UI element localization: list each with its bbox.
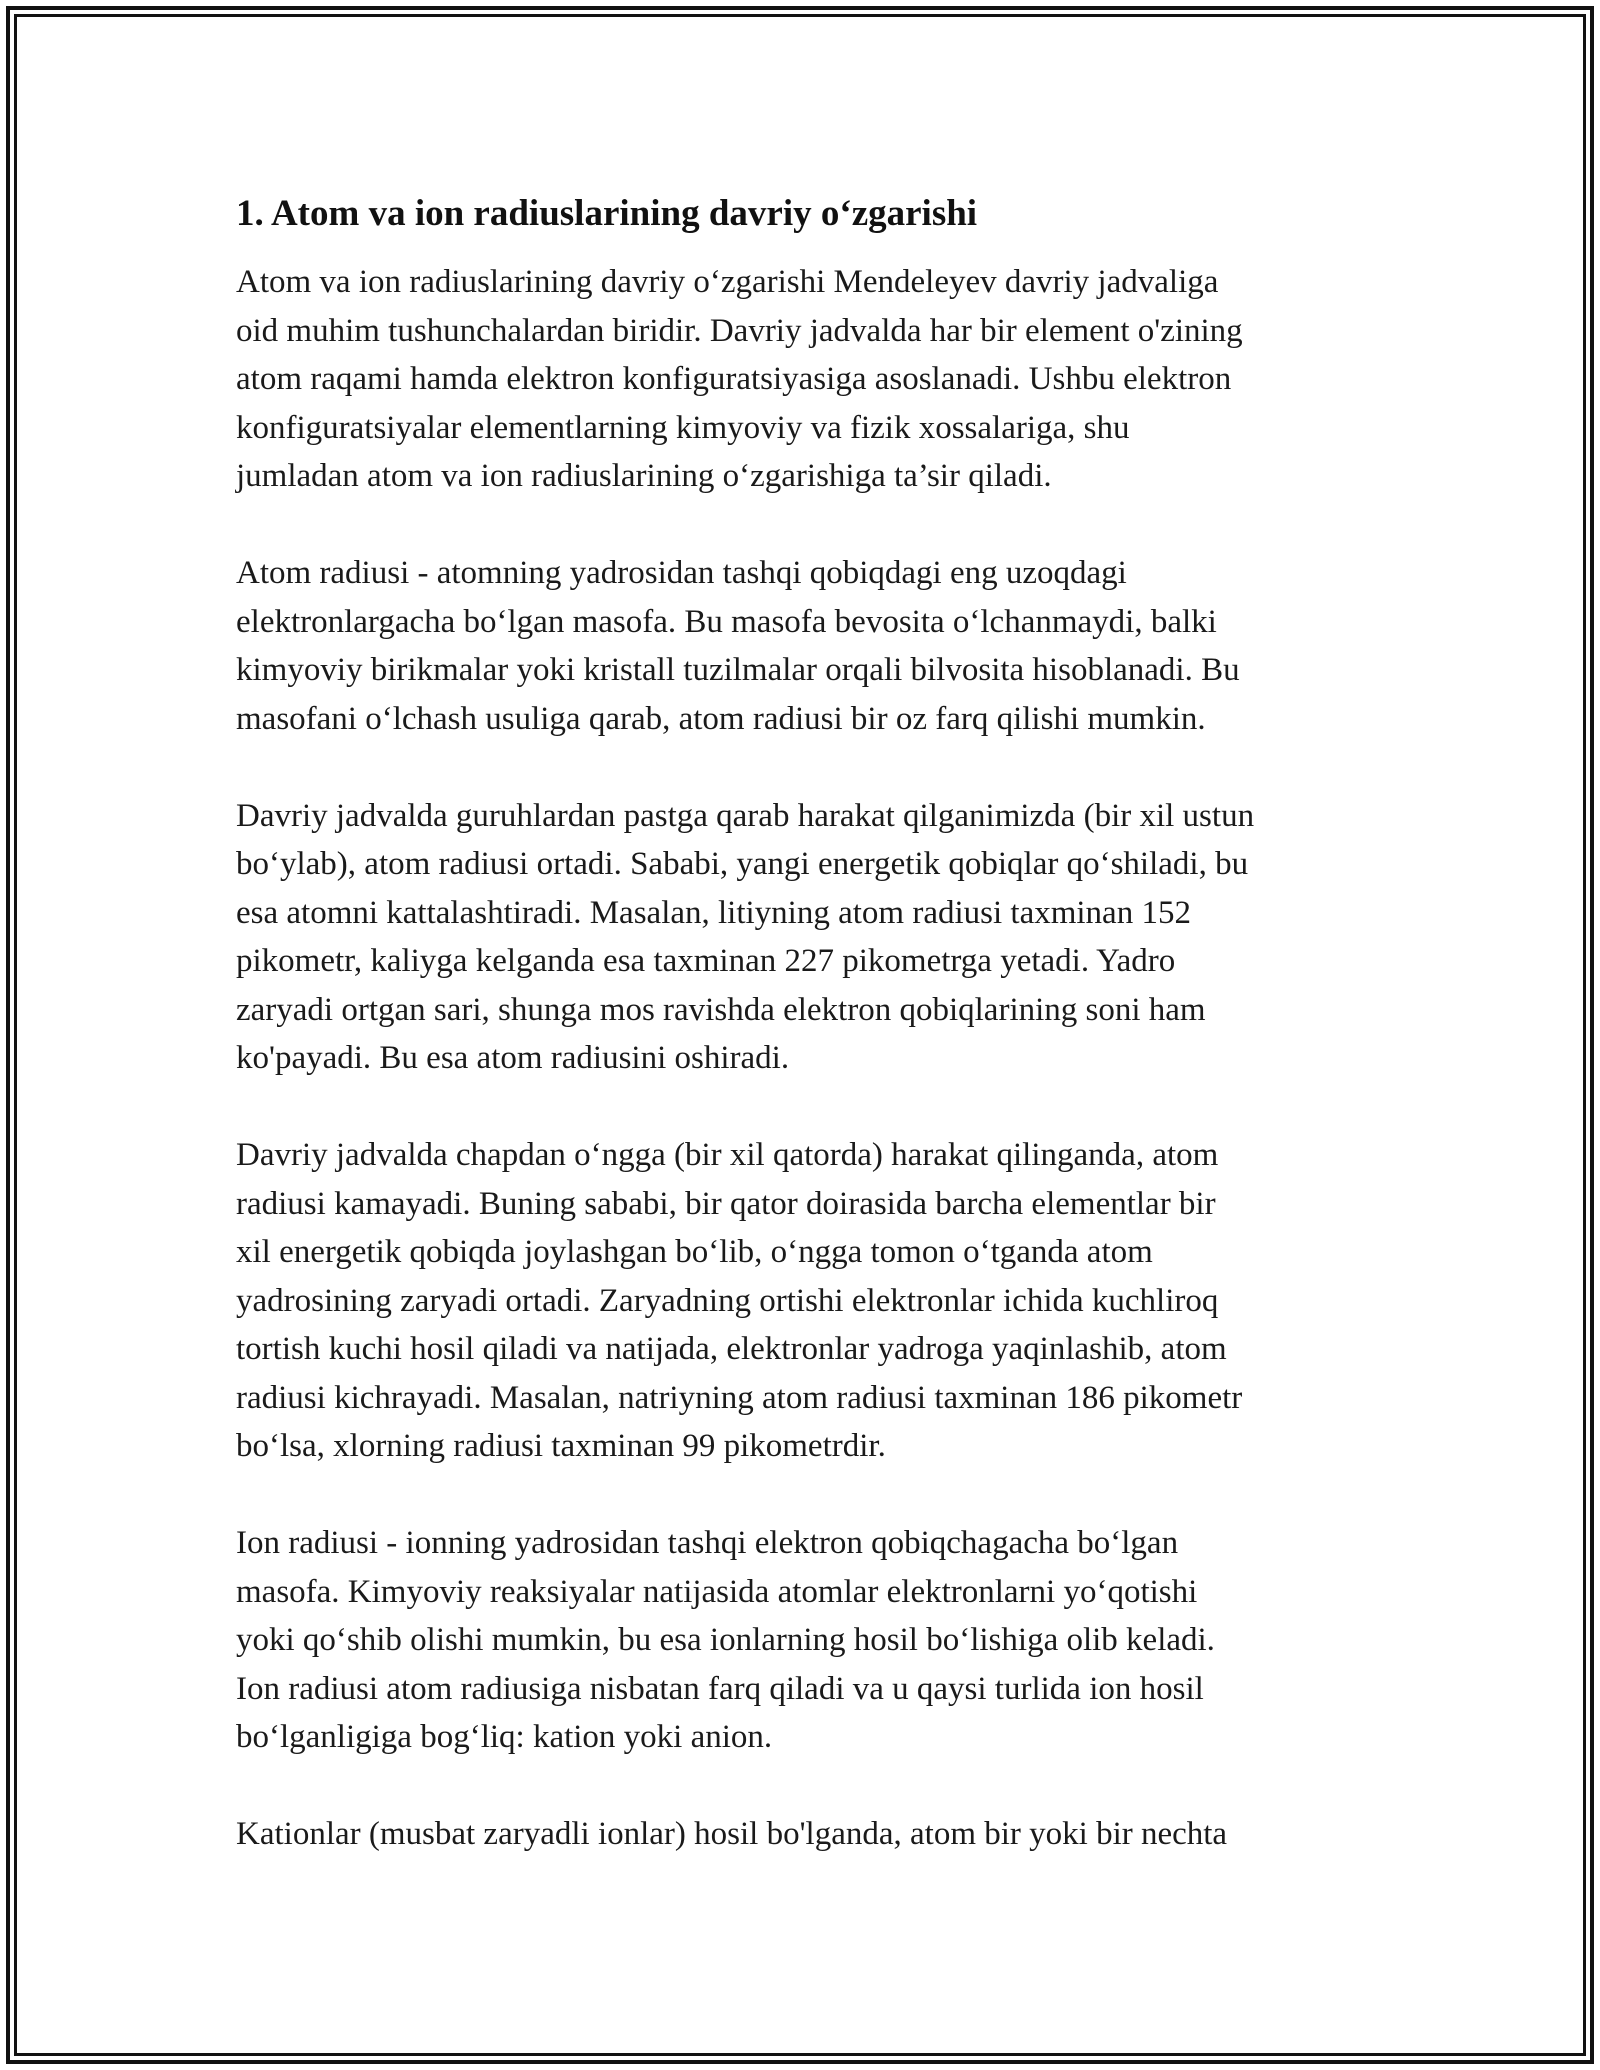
text-line: atom raqami hamda elektron konfiguratsiyasiga asoslanadi. Ushbu elektron xyxy=(236,361,1232,397)
paragraph-intro xyxy=(236,258,1376,501)
text-line: masofa. Kimyoviy reaksiyalar natijasida atomlar elektronlarni yo‘qotishi xyxy=(236,1573,1198,1610)
text-line: bo‘lsa, xlorning radiusi taxminan 99 pikometrdir. xyxy=(236,1428,886,1464)
text-line: masofani o‘lchash usuliga qarab, atom radiusi bir oz farq qilishi mumkin. xyxy=(236,700,1206,737)
text-line: Davriy jadvalda chapdan o‘ngga (bir xil qatorda) harakat qilinganda, atom xyxy=(236,1137,1219,1173)
text-line: Ion radiusi - ionning yadrosidan tashqi elektron qobiqchagacha bo‘lgan xyxy=(236,1525,1179,1561)
text-line: yadrosining zaryadi ortadi. Zaryadning ortishi elektronlar ichida kuchliroq xyxy=(236,1282,1219,1319)
text-line: kimyoviy birikmalar yoki kristall tuzilmalar orqali bilvosita hisoblanadi. Bu xyxy=(236,652,1240,688)
paragraph-group-trend xyxy=(236,792,1376,1083)
text-line: pikometr, kaliyga kelganda esa taxminan 227 pikometrga yetadi. Yadro xyxy=(236,943,1176,979)
text-line: ko'payadi. Bu esa atom radiusini oshiradi. xyxy=(236,1040,790,1076)
text-line: Atom radiusi - atomning yadrosidan tashqi qobiqdagi eng uzoqdagi xyxy=(236,555,1127,591)
paragraph-ion-radius xyxy=(236,1519,1376,1762)
paragraph-atom-radius xyxy=(236,549,1376,743)
text-line: xil energetik qobiqda joylashgan bo‘lib, o‘ngga tomon o‘tganda atom xyxy=(236,1234,1153,1270)
text-line: oid muhim tushunchalardan biridir. Davriy jadvalda har bir element o'zining xyxy=(236,312,1243,349)
text-line: jumladan atom va ion radiuslarining o‘zgarishiga ta’sir qiladi. xyxy=(236,458,1052,494)
paragraph-period-trend xyxy=(236,1131,1376,1471)
text-line: Davriy jadvalda guruhlardan pastga qarab harakat qilganimizda (bir xil ustun xyxy=(236,797,1255,834)
text-line: esa atomni kattalashtiradi. Masalan, litiyning atom radiusi taxminan 152 xyxy=(236,894,1191,931)
text-line: zaryadi ortgan sari, shunga mos ravishda elektron qobiqlarining soni ham xyxy=(236,991,1206,1028)
text-line: Atom va ion radiuslarining davriy o‘zgarishi Mendeleyev davriy jadvaliga xyxy=(236,264,1219,300)
document-body xyxy=(236,188,1376,1907)
text-line: bo‘lganligiga bog‘liq: kation yoki anion. xyxy=(236,1719,773,1755)
text-line: Kationlar (musbat zaryadli ionlar) hosil bo'lganda, atom bir yoki bir nechta xyxy=(236,1816,1228,1852)
paragraph-cations xyxy=(236,1810,1376,1859)
text-line: tortish kuchi hosil qiladi va natijada, elektronlar yadroga yaqinlashib, atom xyxy=(236,1331,1227,1367)
text-line: elektronlargacha bo‘lgan masofa. Bu masofa bevosita o‘lchanmaydi, balki xyxy=(236,603,1217,640)
text-line: radiusi kichrayadi. Masalan, natriyning atom radiusi taxminan 186 pikometr xyxy=(236,1379,1243,1416)
section-heading: 1. Atom va ion radiuslarining davriy o‘zgarishi xyxy=(236,193,978,234)
text-line: Ion radiusi atom radiusiga nisbatan farq qiladi va u qaysi turlida ion hosil xyxy=(236,1670,1204,1707)
text-line: bo‘ylab), atom radiusi ortadi. Sababi, yangi energetik qobiqlar qo‘shiladi, bu xyxy=(236,846,1249,882)
text-line: yoki qo‘shib olishi mumkin, bu esa ionlarning hosil bo‘lishiga olib keladi. xyxy=(236,1622,1215,1658)
text-line: konfiguratsiyalar elementlarning kimyoviy va fizik xossalariga, shu xyxy=(236,409,1130,446)
text-line: radiusi kamayadi. Buning sababi, bir qator doirasida barcha elementlar bir xyxy=(236,1185,1216,1222)
